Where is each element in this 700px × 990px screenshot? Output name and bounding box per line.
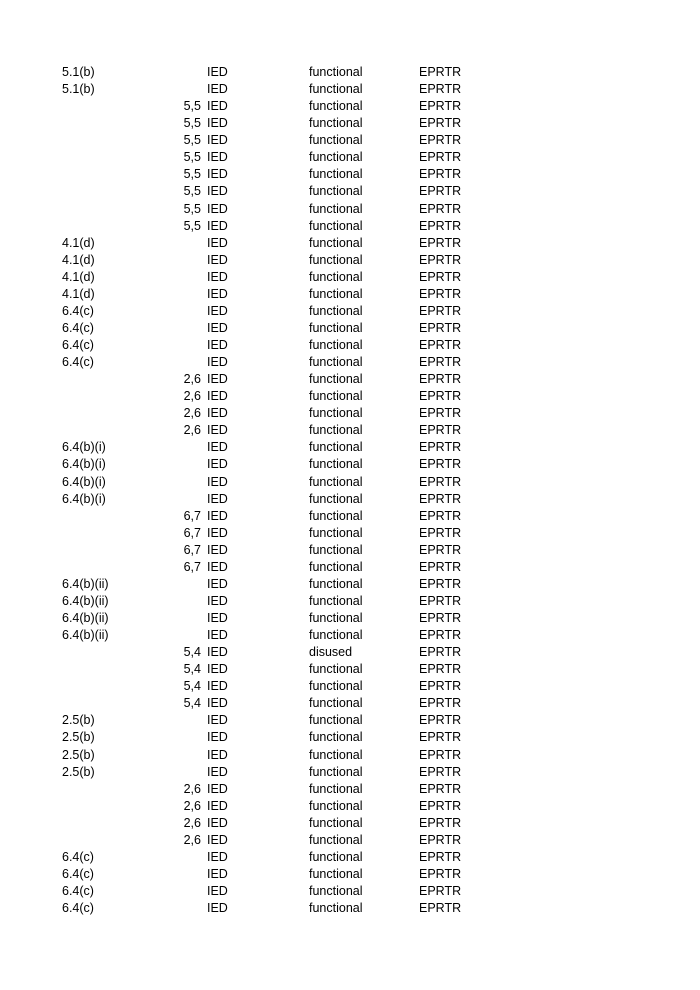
register-cell: EPRTR [419,747,462,762]
activity-code-cell: 2.5(b) [62,713,95,728]
register-cell: EPRTR [419,372,462,387]
status-cell: functional [309,372,363,387]
table-row [0,661,700,678]
value-cell: 6,7 [183,542,201,557]
activity-code-cell: 6.4(c) [62,355,94,370]
status-cell: functional [309,150,363,165]
register-cell: EPRTR [419,82,462,97]
value-cell: 5,4 [183,645,201,660]
register-cell: EPRTR [419,593,462,608]
table-row [0,474,700,491]
register-cell: EPRTR [419,252,462,267]
directive-cell: IED [207,82,228,97]
register-cell: EPRTR [419,798,462,813]
register-cell: EPRTR [419,303,462,318]
table-row [0,747,700,764]
activity-code-cell: 4.1(d) [62,252,95,267]
directive-cell: IED [207,372,228,387]
status-cell: functional [309,815,363,830]
register-cell: EPRTR [419,679,462,694]
directive-cell: IED [207,303,228,318]
status-cell: functional [309,389,363,404]
directive-cell: IED [207,849,228,864]
status-cell: functional [309,184,363,199]
status-cell: functional [309,525,363,540]
directive-cell: IED [207,815,228,830]
table-row [0,644,700,661]
activity-code-cell: 6.4(b)(ii) [62,593,109,608]
table-row [0,764,700,781]
directive-cell: IED [207,184,228,199]
table-row [0,508,700,525]
value-cell: 5,5 [183,184,201,199]
status-cell: functional [309,901,363,916]
register-cell: EPRTR [419,457,462,472]
status-cell: functional [309,491,363,506]
value-cell: 5,4 [183,679,201,694]
activity-code-cell: 6.4(c) [62,866,94,881]
status-cell: functional [309,747,363,762]
status-cell: functional [309,116,363,131]
table-row [0,98,700,115]
status-cell: functional [309,866,363,881]
register-cell: EPRTR [419,474,462,489]
activity-code-cell: 2.5(b) [62,747,95,762]
table-row [0,798,700,815]
register-cell: EPRTR [419,901,462,916]
activity-code-cell: 6.4(c) [62,303,94,318]
status-cell: functional [309,884,363,898]
table-row [0,678,700,695]
status-cell: functional [309,423,363,438]
register-cell: EPRTR [419,65,462,79]
directive-cell: IED [207,252,228,267]
register-cell: EPRTR [419,99,462,114]
register-cell: EPRTR [419,218,462,233]
status-cell: functional [309,730,363,745]
status-cell: functional [309,338,363,352]
directive-cell: IED [207,508,228,523]
status-cell: functional [309,82,363,97]
table-row [0,81,700,98]
directive-cell: IED [207,491,228,506]
value-cell: 2,6 [183,832,201,847]
value-cell: 5,4 [183,696,201,711]
directive-cell: IED [207,832,228,847]
table-row [0,286,700,303]
value-cell: 6,7 [183,525,201,540]
table-row [0,542,700,559]
status-cell: disused [309,645,353,660]
register-cell: EPRTR [419,133,462,148]
value-cell: 2,6 [183,798,201,813]
directive-cell: IED [207,662,228,677]
status-cell: functional [309,849,363,864]
register-cell: EPRTR [419,542,462,557]
status-cell: functional [309,167,363,182]
table-row [0,337,700,354]
table-row [0,525,700,542]
directive-cell: IED [207,696,228,711]
activity-code-cell: 2.5(b) [62,730,95,745]
value-cell: 5,5 [183,116,201,131]
activity-code-cell: 6.4(b)(i) [62,457,106,472]
table-row [0,491,700,508]
register-cell: EPRTR [419,201,462,216]
value-cell: 5,5 [183,218,201,233]
directive-cell: IED [207,593,228,608]
directive-cell: IED [207,730,228,745]
table-row [0,201,700,218]
status-cell: functional [309,474,363,489]
directive-cell: IED [207,576,228,591]
register-cell: EPRTR [419,525,462,540]
register-cell: EPRTR [419,440,462,455]
directive-cell: IED [207,218,228,233]
status-cell: functional [309,713,363,728]
value-cell: 2,6 [183,406,201,421]
status-cell: functional [309,662,363,677]
status-cell: functional [309,764,363,779]
table-row [0,695,700,712]
register-cell: EPRTR [419,355,462,370]
register-cell: EPRTR [419,576,462,591]
table-row [0,849,700,866]
status-cell: functional [309,406,363,421]
table-row [0,166,700,183]
table-row [0,269,700,286]
directive-cell: IED [207,423,228,438]
value-cell: 5,5 [183,150,201,165]
table-row [0,132,700,149]
status-cell: functional [309,218,363,233]
directive-cell: IED [207,525,228,540]
directive-cell: IED [207,320,228,335]
directive-cell: IED [207,645,228,660]
table-row [0,235,700,252]
directive-cell: IED [207,338,228,352]
register-cell: EPRTR [419,764,462,779]
directive-cell: IED [207,884,228,898]
table-row [0,781,700,798]
status-cell: functional [309,611,363,625]
table-row [0,115,700,132]
activity-code-cell: 5.1(b) [62,65,95,79]
register-cell: EPRTR [419,116,462,131]
status-cell: functional [309,832,363,847]
value-cell: 5,5 [183,201,201,216]
activity-code-cell: 4.1(d) [62,269,95,284]
directive-cell: IED [207,457,228,472]
directive-cell: IED [207,798,228,813]
value-cell: 5,4 [183,662,201,677]
spreadsheet-table [0,64,700,917]
table-row [0,354,700,371]
register-cell: EPRTR [419,696,462,711]
register-cell: EPRTR [419,389,462,404]
directive-cell: IED [207,713,228,728]
status-cell: functional [309,679,363,694]
directive-cell: IED [207,235,228,250]
activity-code-cell: 6.4(b)(ii) [62,628,109,643]
directive-cell: IED [207,764,228,779]
activity-code-cell: 6.4(c) [62,849,94,864]
directive-cell: IED [207,201,228,216]
register-cell: EPRTR [419,730,462,745]
register-cell: EPRTR [419,508,462,523]
directive-cell: IED [207,167,228,182]
directive-cell: IED [207,628,228,643]
value-cell: 5,5 [183,99,201,114]
directive-cell: IED [207,901,228,916]
status-cell: functional [309,457,363,472]
register-cell: EPRTR [419,286,462,301]
directive-cell: IED [207,133,228,148]
status-cell: functional [309,303,363,318]
table-row [0,218,700,235]
directive-cell: IED [207,406,228,421]
directive-cell: IED [207,286,228,301]
status-cell: functional [309,269,363,284]
activity-code-cell: 6.4(c) [62,901,94,916]
table-row [0,866,700,883]
table-row [0,627,700,644]
value-cell: 6,7 [183,559,201,574]
table-row [0,815,700,832]
table-row [0,712,700,729]
register-cell: EPRTR [419,559,462,574]
table-row [0,303,700,320]
directive-cell: IED [207,65,228,79]
register-cell: EPRTR [419,167,462,182]
status-cell: functional [309,593,363,608]
status-cell: functional [309,628,363,643]
directive-cell: IED [207,781,228,796]
directive-cell: IED [207,611,228,625]
activity-code-cell: 6.4(b)(ii) [62,611,109,625]
table-row [0,900,700,917]
directive-cell: IED [207,150,228,165]
activity-code-cell: 4.1(d) [62,235,95,250]
table-row [0,576,700,593]
register-cell: EPRTR [419,815,462,830]
register-cell: EPRTR [419,713,462,728]
register-cell: EPRTR [419,320,462,335]
directive-cell: IED [207,679,228,694]
register-cell: EPRTR [419,662,462,677]
value-cell: 2,6 [183,781,201,796]
status-cell: functional [309,286,363,301]
status-cell: functional [309,798,363,813]
activity-code-cell: 6.4(b)(i) [62,491,106,506]
status-cell: functional [309,355,363,370]
directive-cell: IED [207,747,228,762]
activity-code-cell: 5.1(b) [62,82,95,97]
status-cell: functional [309,252,363,267]
status-cell: functional [309,133,363,148]
activity-code-cell: 6.4(c) [62,338,94,352]
register-cell: EPRTR [419,628,462,643]
table-row [0,729,700,746]
value-cell: 2,6 [183,423,201,438]
table-row [0,149,700,166]
value-cell: 2,6 [183,815,201,830]
table-row [0,388,700,405]
activity-code-cell: 6.4(b)(ii) [62,576,109,591]
directive-cell: IED [207,99,228,114]
directive-cell: IED [207,474,228,489]
register-cell: EPRTR [419,645,462,660]
register-cell: EPRTR [419,423,462,438]
directive-cell: IED [207,389,228,404]
table-row [0,64,700,81]
directive-cell: IED [207,116,228,131]
table-row [0,610,700,627]
table-row [0,405,700,422]
table-row [0,456,700,473]
value-cell: 6,7 [183,508,201,523]
status-cell: functional [309,508,363,523]
table-row [0,593,700,610]
register-cell: EPRTR [419,269,462,284]
table-row [0,832,700,849]
status-cell: functional [309,235,363,250]
status-cell: functional [309,559,363,574]
register-cell: EPRTR [419,866,462,881]
register-cell: EPRTR [419,832,462,847]
activity-code-cell: 6.4(c) [62,884,94,898]
directive-cell: IED [207,355,228,370]
register-cell: EPRTR [419,849,462,864]
table-row [0,883,700,900]
directive-cell: IED [207,559,228,574]
table-row [0,320,700,337]
status-cell: functional [309,696,363,711]
value-cell: 5,5 [183,167,201,182]
value-cell: 2,6 [183,389,201,404]
table-row [0,371,700,388]
activity-code-cell: 6.4(b)(i) [62,440,106,455]
register-cell: EPRTR [419,235,462,250]
register-cell: EPRTR [419,611,462,625]
table-row [0,252,700,269]
activity-code-cell: 6.4(c) [62,320,94,335]
table-row [0,439,700,456]
directive-cell: IED [207,542,228,557]
value-cell: 2,6 [183,372,201,387]
register-cell: EPRTR [419,184,462,199]
register-cell: EPRTR [419,338,462,352]
register-cell: EPRTR [419,491,462,506]
status-cell: functional [309,320,363,335]
register-cell: EPRTR [419,150,462,165]
status-cell: functional [309,576,363,591]
activity-code-cell: 6.4(b)(i) [62,474,106,489]
register-cell: EPRTR [419,884,462,898]
status-cell: functional [309,781,363,796]
value-cell: 5,5 [183,133,201,148]
table-row [0,183,700,200]
activity-code-cell: 4.1(d) [62,286,95,301]
directive-cell: IED [207,440,228,455]
status-cell: functional [309,99,363,114]
register-cell: EPRTR [419,781,462,796]
directive-cell: IED [207,866,228,881]
table-row [0,559,700,576]
status-cell: functional [309,65,363,79]
activity-code-cell: 2.5(b) [62,764,95,779]
status-cell: functional [309,440,363,455]
register-cell: EPRTR [419,406,462,421]
directive-cell: IED [207,269,228,284]
table-row [0,422,700,439]
status-cell: functional [309,201,363,216]
status-cell: functional [309,542,363,557]
